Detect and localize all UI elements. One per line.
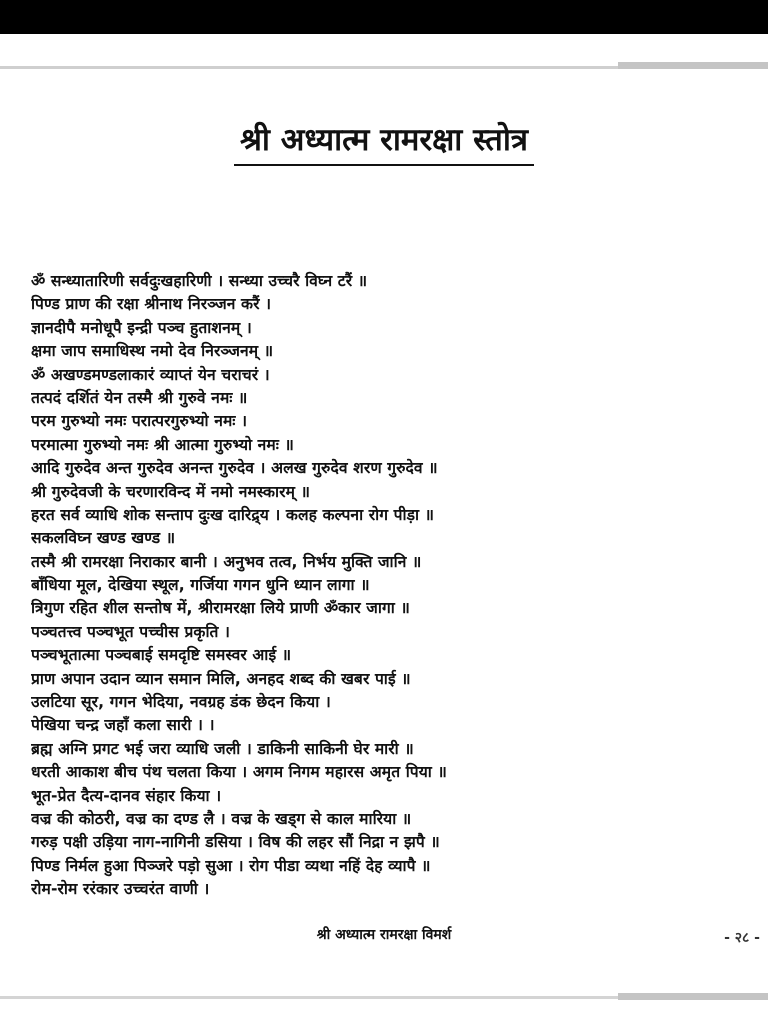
verse-line: सकलविघ्न खण्ड खण्ड ॥ [31,529,176,548]
verse-line: तस्मै श्री रामरक्षा निराकार बानी । अनुभव तत्व, निर्भय मुक्ति जानि ॥ [31,552,422,571]
verse-line: उलटिया सूर, गगन भेदिया, नवग्रह डंक छेदन किया । [31,693,331,712]
footer-divider-accent [618,993,768,1000]
footer-book-title: श्री अध्यात्म रामरक्षा विमर्श [316,927,452,943]
top-black-band [0,0,768,34]
page-title: श्री अध्यात्म रामरक्षा स्तोत्र [234,118,534,166]
verse-line: रोम-रोम ररंकार उच्चरंत वाणी । [31,880,210,899]
verse-line: पिण्ड प्राण की रक्षा श्रीनाथ निरञ्जन करैं । [31,295,272,314]
verse-line: पञ्चतत्त्व पञ्चभूत पच्चीस प्रकृति । [31,622,231,641]
verse-line: तत्पदं दर्शितं येन तस्मै श्री गुरुवे नमः ॥ [31,388,248,407]
verse-line: ॐ अखण्डमण्डलाकारं व्याप्तं येन चराचरं । [31,365,270,384]
header-divider-accent [618,62,768,69]
verse-line: प्राण अपान उदान व्यान समान मिलि, अनहद शब्द की खबर पाई ॥ [31,669,411,688]
verse-line: परमात्मा गुरुभ्यो नमः श्री आत्मा गुरुभ्यो नमः ॥ [31,435,294,454]
verse-line: धरती आकाश बीच पंथ चलता किया । अगम निगम महारस अमृत पिया ॥ [31,763,447,782]
verse-line: परम गुरुभ्यो नमः परात्परगुरुभ्यो नमः । [31,412,248,431]
verse-line: हरत सर्व व्याधि शोक सन्ताप दुःख दारिद्र्य । कलह कल्पना रोग पीड़ा ॥ [31,505,435,524]
page-title-block [0,118,768,166]
verse-line: ॐ सन्ध्यातारिणी सर्वदुःखहारिणी । सन्ध्या उच्चरै विघ्न टरैं ॥ [31,272,368,290]
verse-line: आदि गुरुदेव अन्त गुरुदेव अनन्त गुरुदेव । अलख गुरुदेव शरण गुरुदेव ॥ [31,459,438,478]
verse-line: भूत-प्रेत दैत्य-दानव संहार किया । [31,786,222,805]
verse-line: ब्रह्म अग्नि प्रगट भई जरा व्याधि जली । डाकिनी साकिनी घेर मारी ॥ [31,739,414,758]
verse-line: गरुड़ पक्षी उड़िया नाग-नागिनी डसिया । विष की लहर सौं निद्रा न झपै ॥ [31,833,440,852]
verse-line: बाँधिया मूल, देखिया स्थूल, गर्जिया गगन धुनि ध्यान लागा ॥ [31,576,370,595]
page-number: - २८ - [724,930,760,946]
verse-line: त्रिगुण रहित शील सन्तोष में, श्रीरामरक्षा लिये प्राणी ॐकार जागा ॥ [31,599,410,618]
verse-line: ज्ञानदीपै मनोधूपै इन्द्री पञ्च हुताशनम् । [31,318,252,337]
verse-line: वज्र की कोठरी, वज्र का दण्ड लै । वज्र के खड्ग से काल मारिया ॥ [31,809,412,828]
verse-line: पिण्ड निर्मल हुआ पिञ्जरे पड़ो सुआ । रोग पीडा व्यथा नहिं देह व्यापै ॥ [31,856,431,875]
verse-list [31,270,759,902]
verse-line: पेखिया चन्द्र जहाँ कला सारी । । [31,716,215,735]
verse-line: श्री गुरुदेवजी के चरणारविन्द में नमो नमस्कारम् ॥ [31,482,311,501]
verse-line: क्षमा जाप समाधिस्थ नमो देव निरञ्जनम् ॥ [31,342,274,361]
verse-line: पञ्चभूतात्मा पञ्चबाई समदृष्टि समस्वर आई ॥ [31,646,292,665]
